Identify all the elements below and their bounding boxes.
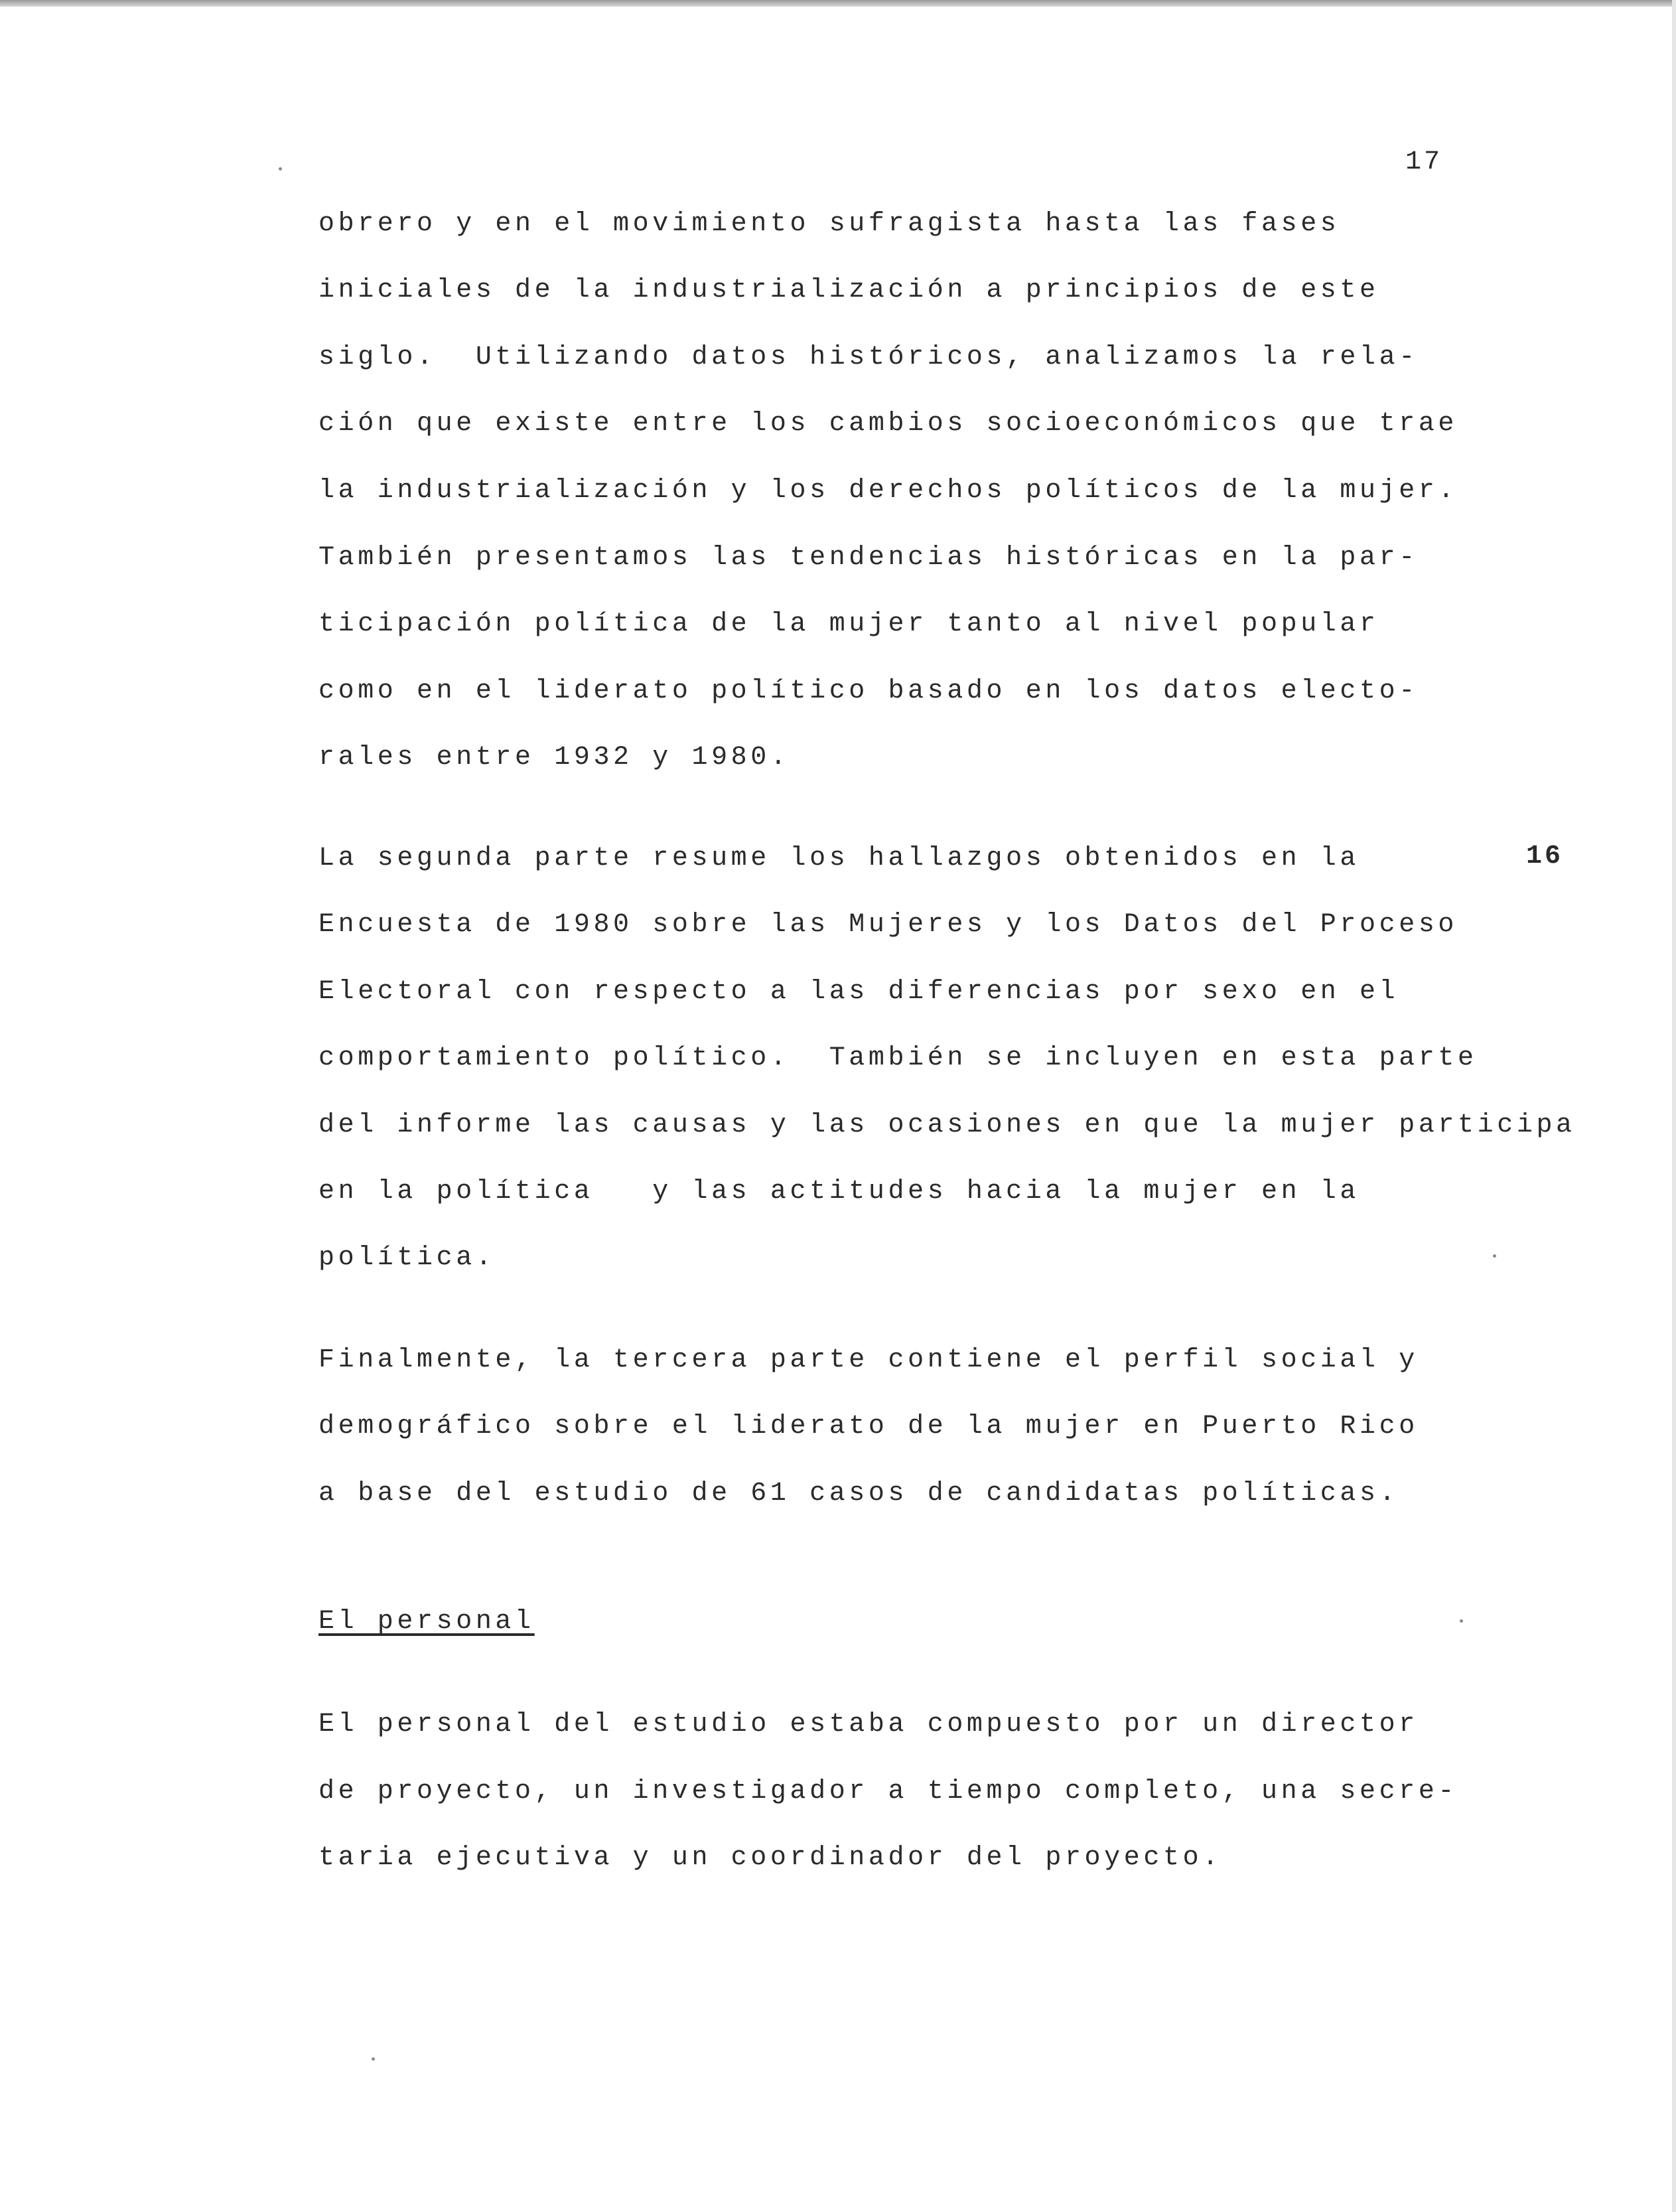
text-line: política. — [318, 1243, 496, 1273]
text-line: ticipación política de la mujer tanto al nivel popular — [318, 609, 1379, 639]
right-page-edge — [1672, 0, 1676, 2212]
text-line: taria ejecutiva y un coordinador del proyecto. — [318, 1843, 1222, 1873]
text-line: siglo. Utilizando datos históricos, analizamos la rela- — [318, 342, 1419, 372]
scan-speck — [279, 167, 282, 171]
text-line: La segunda parte resume los hallazgos obtenidos en la — [318, 844, 1360, 873]
text-line: iniciales de la industrialización a principios de este — [318, 275, 1379, 305]
text-line: de proyecto, un investigador a tiempo completo, una secre- — [318, 1777, 1458, 1806]
text-line: Finalmente, la tercera parte contiene el perfil social y — [318, 1345, 1419, 1375]
text-line: del informe las causas y las ocasiones en que la mujer participa — [318, 1110, 1576, 1140]
text-line: a base del estudio de 61 casos de candidatas políticas. — [318, 1479, 1399, 1509]
scan-speck — [372, 2057, 375, 2061]
text-line: También presentamos las tendencias históricas en la par- — [318, 543, 1419, 573]
top-edge-rule — [0, 0, 1676, 7]
text-line: ción que existe entre los cambios socioeconómicos que trae — [318, 409, 1458, 439]
section-heading: El personal — [318, 1607, 535, 1637]
text-line: rales entre 1932 y 1980. — [318, 743, 790, 773]
text-line: Encuesta de 1980 sobre las Mujeres y los Datos del Proceso — [318, 910, 1458, 940]
text-line: Electoral con respecto a las diferencias por sexo en el — [318, 977, 1399, 1007]
text-line: la industrialización y los derechos políticos de la mujer. — [318, 476, 1458, 506]
text-line: demográfico sobre el liderato de la mujer en Puerto Rico — [318, 1412, 1419, 1441]
text-line: comportamiento político. También se incluyen en esta parte — [318, 1043, 1478, 1073]
margin-note: 16 — [1526, 842, 1564, 871]
text-line: en la política y las actitudes hacia la mujer en la — [318, 1177, 1360, 1207]
text-line: como en el liderato político basado en los datos electo- — [318, 676, 1419, 706]
page-number: 17 — [1405, 147, 1443, 177]
text-line: El personal del estudio estaba compuesto por un director — [318, 1710, 1419, 1739]
text-line: obrero y en el movimiento sufragista hasta las fases — [318, 209, 1340, 239]
scan-speck — [1493, 1254, 1496, 1258]
scan-speck — [1460, 1619, 1463, 1623]
